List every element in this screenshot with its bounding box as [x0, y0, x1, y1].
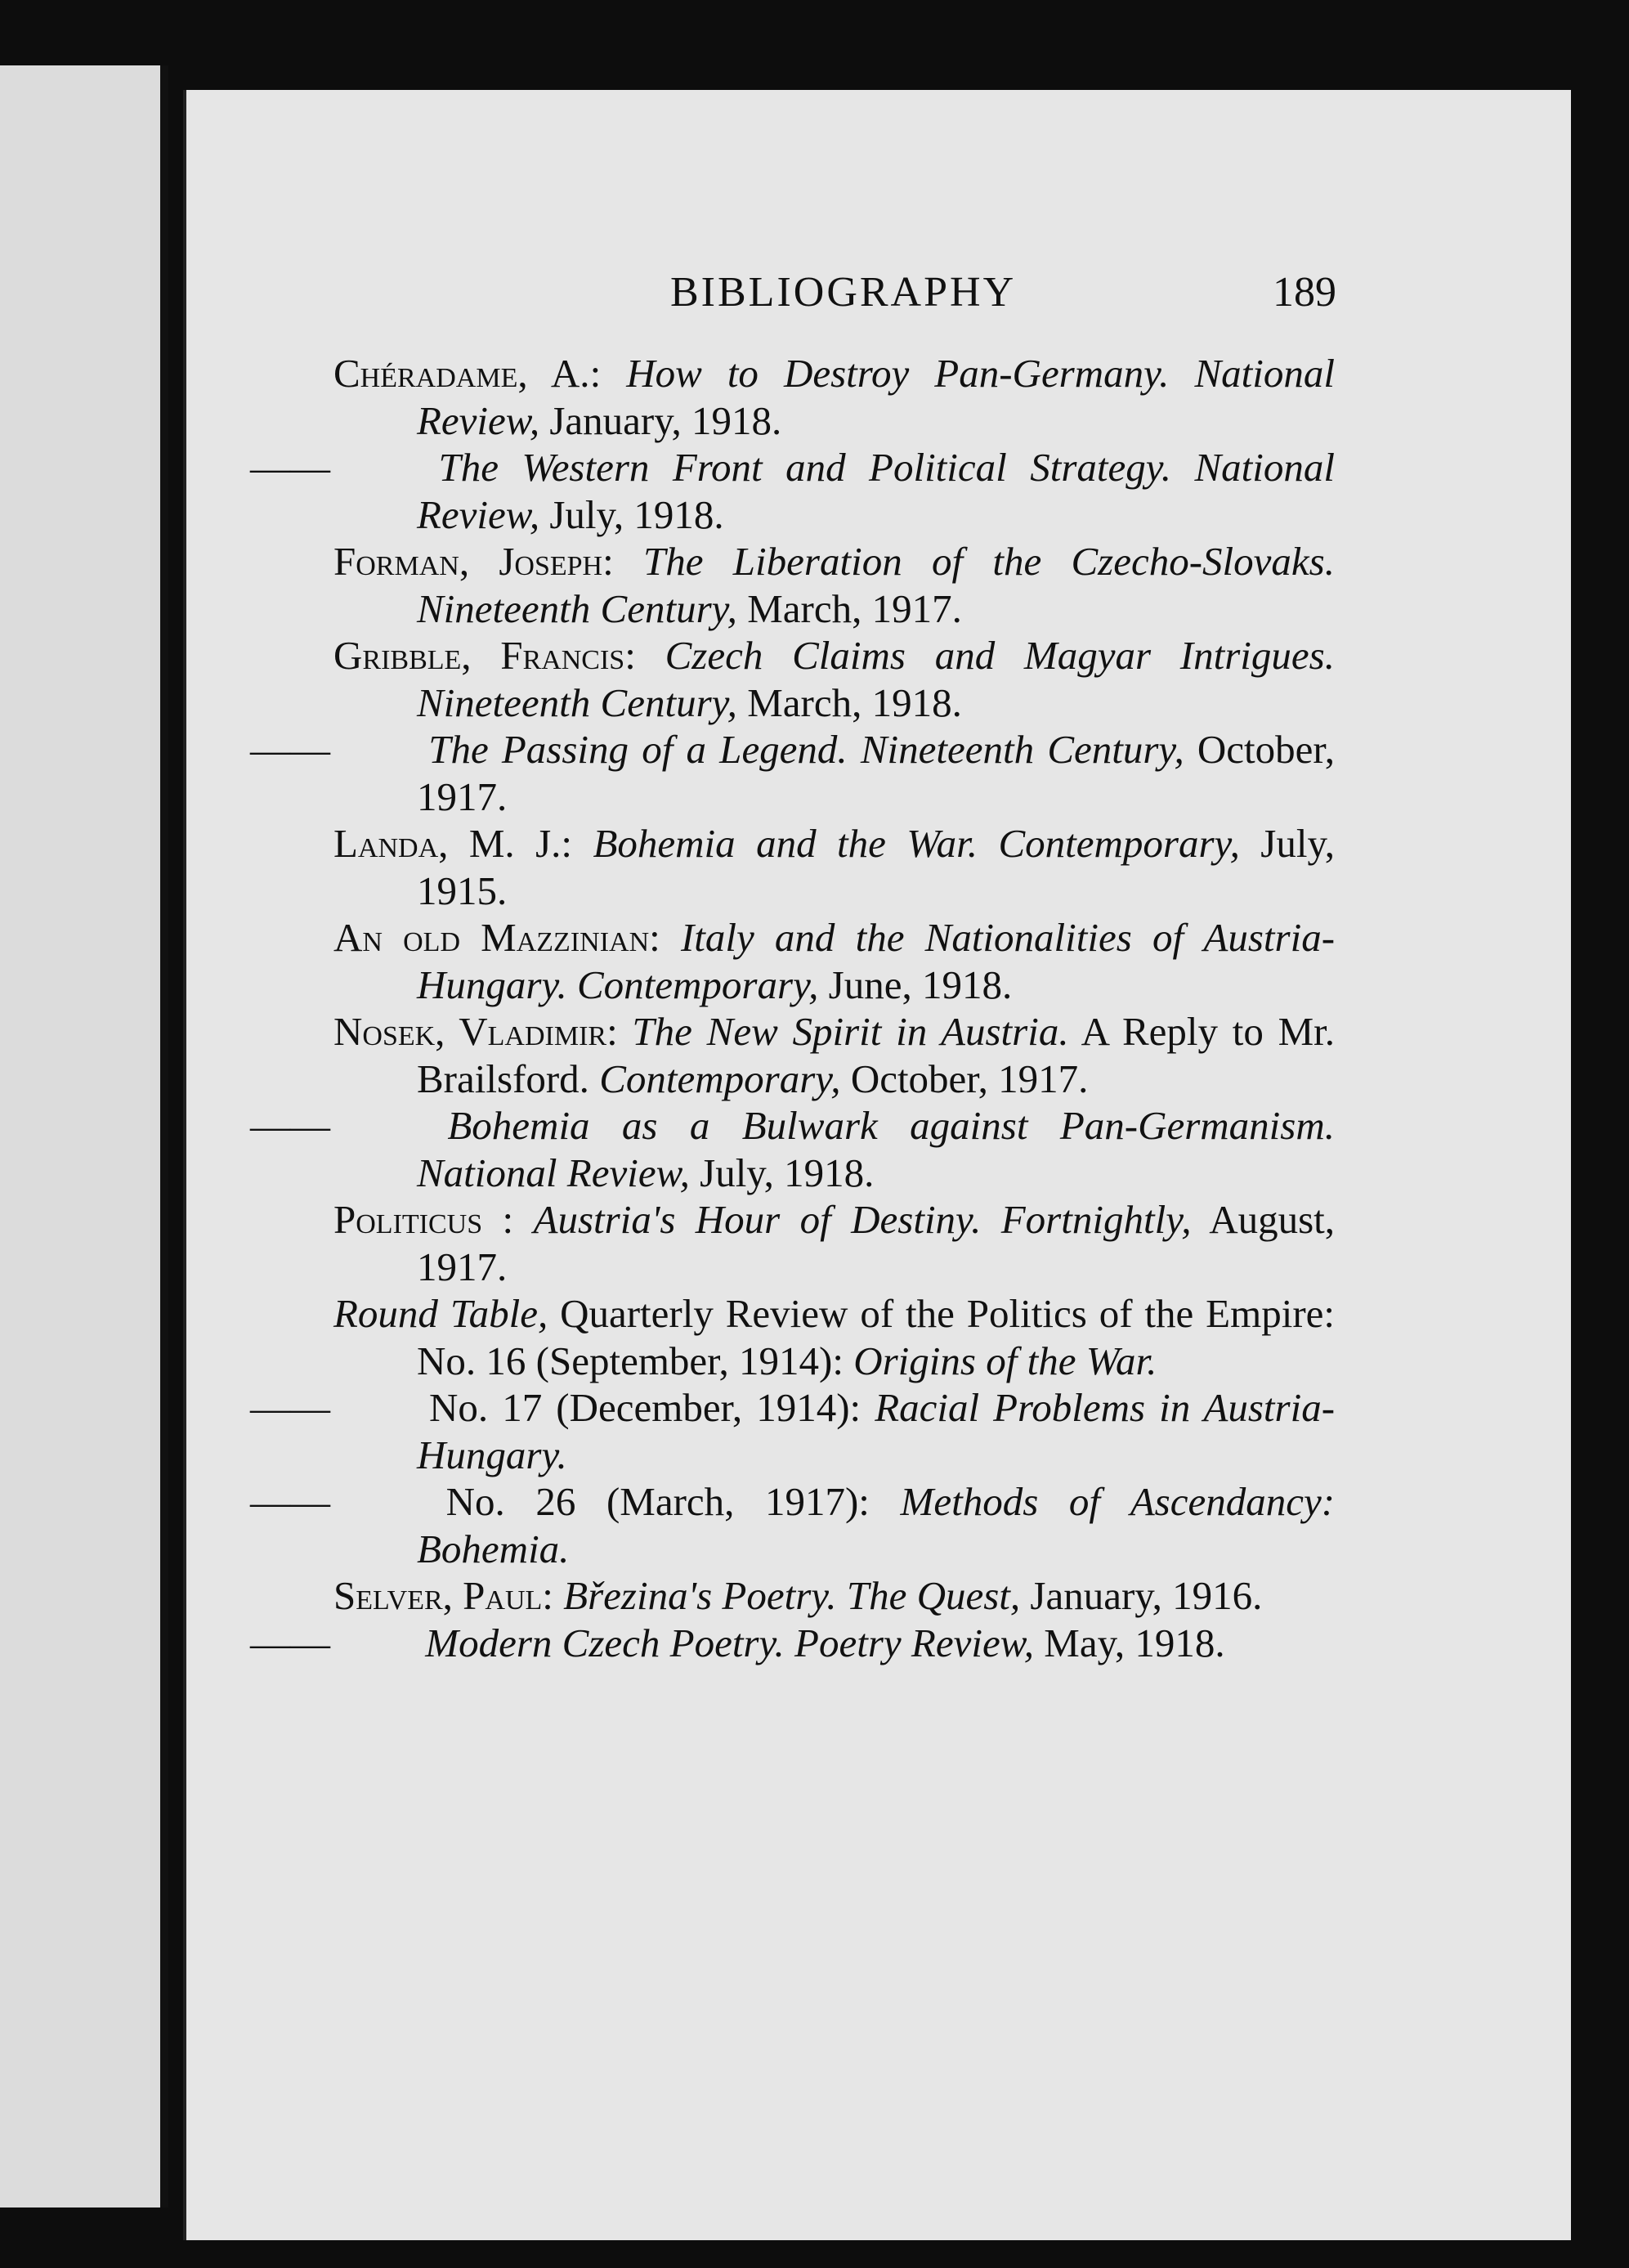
- entry-note: A Reply to Mr. Brailsford.: [417, 1009, 1336, 1101]
- entry-author: Chéradame, A.: [333, 351, 590, 396]
- bibliography-entry: [333, 1008, 1335, 1102]
- entry-separator: :: [624, 633, 636, 678]
- entry-date: July, 1918.: [700, 1150, 875, 1195]
- entry-date: March, 1918.: [747, 679, 962, 725]
- entry-date: July, 1915.: [417, 821, 1336, 913]
- page-header: [186, 268, 1571, 334]
- entry-description: Quarterly Review of the Politics of the Empire: No. 16 (September, 1914):: [417, 1291, 1336, 1383]
- entry-journal: Round Table,: [333, 1291, 548, 1336]
- entry-author: Selver, Paul: [333, 1573, 543, 1618]
- entry-title: The New Spirit in Austria.: [632, 1009, 1069, 1054]
- entry-issue: No. 26 (March, 1917):: [445, 1479, 870, 1524]
- entry-source: Poetry Review,: [794, 1620, 1034, 1665]
- entry-author: Nosek, Vladimir: [333, 1009, 607, 1054]
- entry-separator: :: [606, 1009, 618, 1054]
- entry-date: March, 1917.: [747, 585, 962, 631]
- entry-title: Italy and the Nationalities of Austria-Hungary.: [417, 915, 1336, 1007]
- entry-source: Nineteenth Century,: [417, 679, 737, 725]
- ditto-dash: ——: [250, 1103, 330, 1148]
- entry-title: The Liberation of the Czecho-Slovaks.: [643, 539, 1335, 584]
- entry-source: Contemporary,: [577, 961, 819, 1007]
- entry-date: January, 1918.: [549, 397, 782, 443]
- entry-title: Origins of the War.: [853, 1338, 1157, 1383]
- bibliography-entry: [333, 820, 1335, 914]
- entry-title: Czech Claims and Magyar Intrigues.: [665, 633, 1335, 678]
- bibliography-entry: [250, 444, 1336, 538]
- bibliography-entry: [333, 914, 1335, 1008]
- entry-author: Landa, M. J.: [333, 821, 562, 866]
- entry-date: October, 1917.: [417, 727, 1336, 819]
- bibliography-entry: [333, 632, 1335, 726]
- bibliography-list: [250, 350, 1336, 1666]
- entry-author: Forman, Joseph: [333, 539, 603, 584]
- entry-title: How to Destroy Pan-Germany.: [626, 351, 1170, 396]
- entry-title: The Western Front and Political Strategy.: [438, 445, 1172, 490]
- entry-date: October, 1917.: [850, 1056, 1089, 1101]
- bibliography-entry: [250, 726, 1336, 820]
- entry-issue: No. 17 (December, 1914):: [429, 1385, 861, 1430]
- entry-date: July, 1918.: [549, 491, 724, 537]
- bibliography-entry: [250, 1384, 1336, 1478]
- entry-title: Březina's Poetry.: [563, 1573, 837, 1618]
- entry-separator: :: [649, 915, 660, 960]
- entry-title: Austria's Hour of Destiny.: [533, 1197, 982, 1242]
- entry-source: National Review,: [417, 1150, 690, 1195]
- bibliography-entry: [333, 538, 1335, 632]
- bibliography-entry: [250, 1620, 1335, 1667]
- ditto-dash: ——: [250, 727, 330, 772]
- entry-separator: :: [602, 539, 614, 584]
- entry-title: Bohemia and the War.: [593, 821, 978, 866]
- entry-title: Bohemia as a Bulwark against Pan-Germanism.: [447, 1103, 1335, 1148]
- bibliography-entry: [333, 350, 1335, 444]
- entry-date: August, 1917.: [417, 1197, 1336, 1289]
- bibliography-entry: [333, 1572, 1335, 1620]
- facing-page-edge: [0, 65, 163, 2207]
- bibliography-entry: [333, 1196, 1335, 1290]
- running-title: BIBLIOGRAPHY: [670, 269, 1017, 316]
- entry-title: Racial Problems in Austria-Hungary.: [417, 1385, 1336, 1477]
- entry-source: Nineteenth Century,: [860, 727, 1184, 772]
- bibliography-entry: [250, 1478, 1336, 1572]
- entry-date: January, 1916.: [1030, 1573, 1263, 1618]
- entry-author: Politicus: [333, 1197, 483, 1242]
- entry-date: May, 1918.: [1044, 1620, 1225, 1665]
- entry-title: Methods of Ascendancy: Bohemia.: [417, 1479, 1336, 1571]
- ditto-dash: ——: [250, 1385, 330, 1430]
- ditto-dash: ——: [250, 1479, 330, 1524]
- entry-source: Contemporary,: [998, 821, 1240, 866]
- book-page: [183, 90, 1571, 2240]
- entry-separator: :: [542, 1573, 553, 1618]
- bibliography-entry: [333, 1290, 1335, 1384]
- entry-separator: :: [561, 821, 573, 866]
- entry-source: The Quest,: [846, 1573, 1021, 1618]
- entry-date: June, 1918.: [828, 961, 1013, 1007]
- entry-source: National Review,: [417, 445, 1336, 537]
- entry-separator: :: [589, 351, 602, 396]
- ditto-dash: ——: [250, 445, 330, 490]
- entry-title: The Passing of a Legend.: [428, 727, 848, 772]
- entry-author: An old Mazzinian: [333, 915, 650, 960]
- entry-title: Modern Czech Poetry.: [425, 1620, 785, 1665]
- entry-source: Fortnightly,: [1000, 1197, 1192, 1242]
- bibliography-entry: [250, 1102, 1335, 1196]
- entry-source: Nineteenth Century,: [417, 585, 737, 631]
- entry-source: National Review,: [417, 351, 1335, 443]
- ditto-dash: ——: [250, 1620, 330, 1665]
- page-number: 189: [1273, 269, 1336, 316]
- entry-source: Contemporary,: [599, 1056, 841, 1101]
- page-gutter: [160, 65, 168, 2207]
- entry-separator: :: [482, 1197, 514, 1242]
- entry-author: Gribble, Francis: [333, 633, 625, 678]
